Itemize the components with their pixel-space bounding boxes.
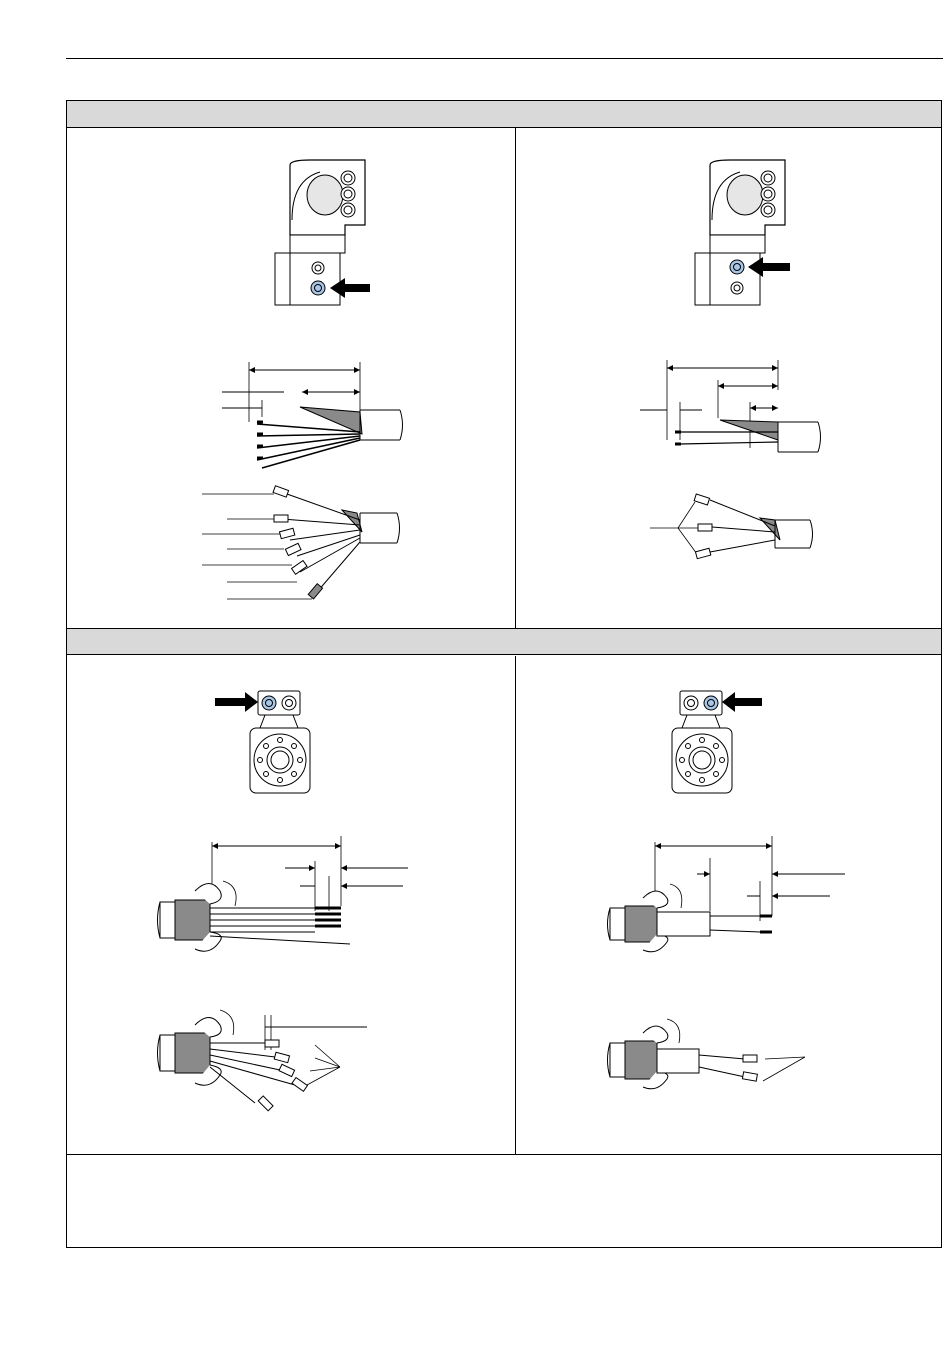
section-header-2 bbox=[67, 628, 941, 655]
strip-diagram-signal-cable bbox=[222, 362, 412, 472]
housing-illustration-lower-entry bbox=[270, 160, 380, 310]
footnote-cell bbox=[67, 1155, 941, 1248]
strip-diagram-coil-cable bbox=[640, 360, 830, 455]
column-divider bbox=[515, 128, 516, 628]
strip-diagram-shielded-coil-cable bbox=[605, 836, 850, 956]
column-divider bbox=[515, 656, 516, 1154]
header-rule bbox=[66, 58, 943, 59]
housing-illustration-upper-entry bbox=[690, 160, 800, 310]
ferrule-diagram-coil-cable bbox=[650, 490, 820, 570]
strip-diagram-shielded-signal-cable bbox=[155, 836, 415, 956]
section-header-1 bbox=[67, 101, 941, 128]
sensor-flange-illustration-right-entry bbox=[632, 688, 772, 798]
ferrule-diagram-signal-cable bbox=[202, 480, 407, 605]
ferrule-diagram-shielded-coil-cable bbox=[605, 1015, 815, 1095]
ferrule-diagram-shielded-signal-cable bbox=[155, 1005, 375, 1125]
sensor-flange-illustration-left-entry bbox=[210, 688, 330, 798]
